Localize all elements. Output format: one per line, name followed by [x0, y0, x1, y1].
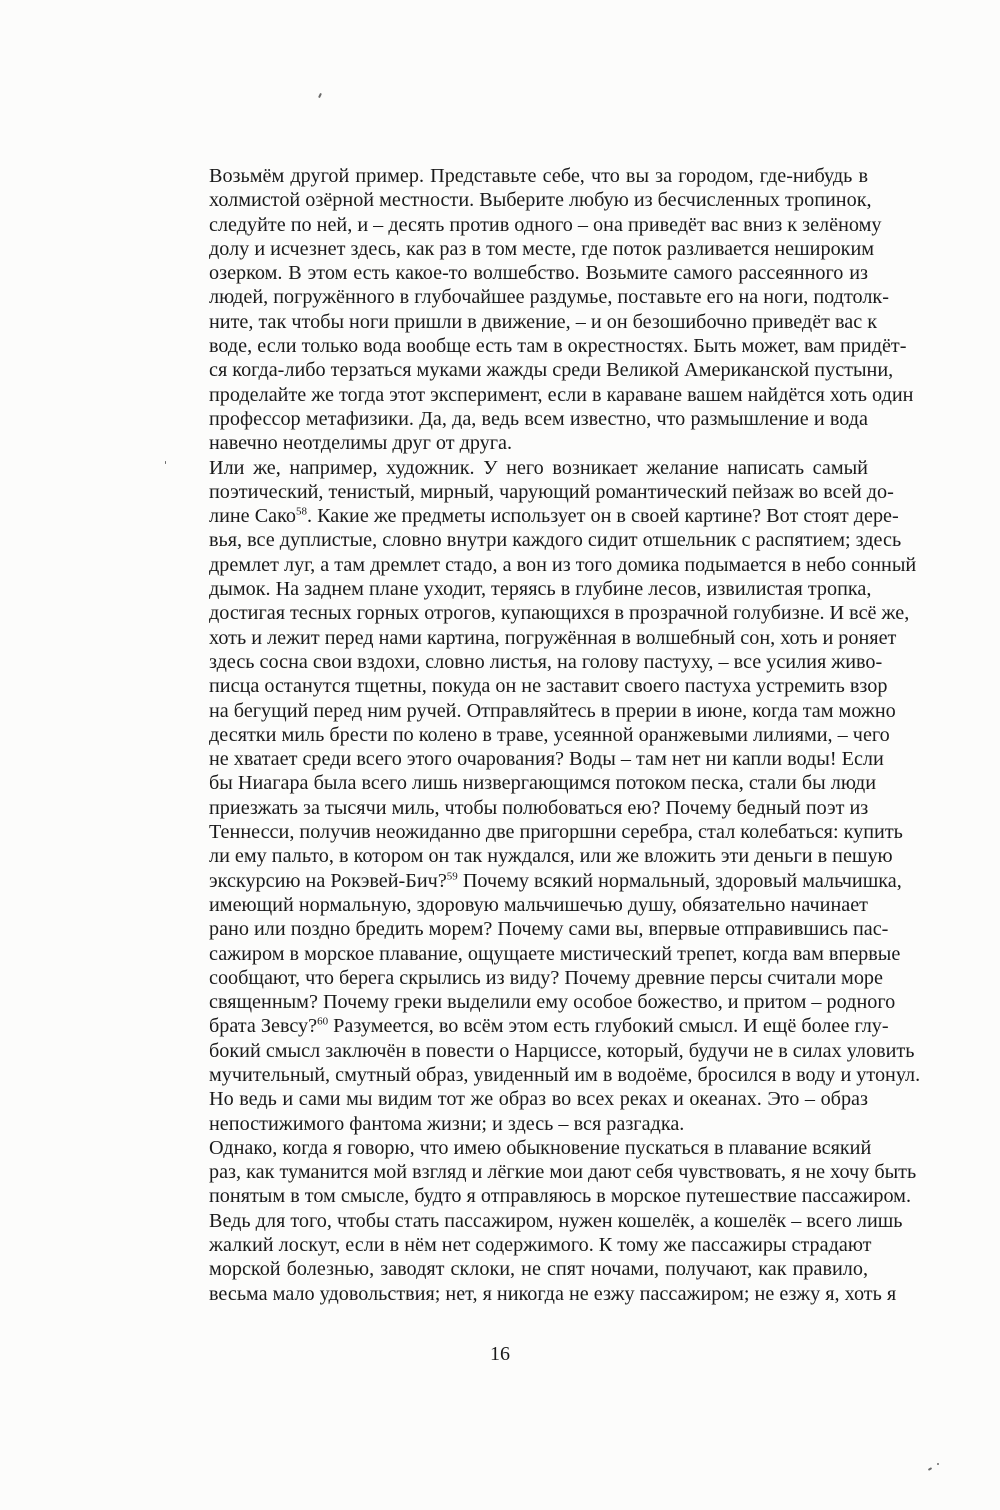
- text-line: приезжать за тысячи миль, чтобы полюбоваться ею? Почему бедный поэт из: [209, 796, 869, 819]
- text-line: десятки миль брести по колено в траве, усеянной оранжевыми лилиями, – чего: [209, 723, 890, 746]
- text-line: рано или поздно бредить морем? Почему сами вы, впервые отправившись пас-: [209, 918, 889, 941]
- text-line: озерком. В этом есть какое-то волшебство. Возьмите самого рассеянного из: [209, 262, 868, 285]
- text-line: морской болезнью, заводят склоки, не спят ночами, получают, как правило,: [209, 1258, 868, 1281]
- text-line: Или же, например, художник. У него возникает желание написать самый: [209, 456, 868, 479]
- text-line: следуйте по ней, и – десять против одного – она приведёт вас вниз к зелёному: [209, 213, 882, 236]
- text-line: сообщают, что берега скрылись из виду? Почему древние персы считали море: [209, 966, 883, 989]
- text-line: не хватает среди всего этого очарования? Воды – там нет ни капли воды! Если: [209, 748, 884, 771]
- text-line: Но ведь и сами мы видим тот же образ во всех реках и океанах. Это – образ: [209, 1088, 868, 1111]
- text-line: холмистой озёрной местности. Выберите любую из бесчисленных тропинок,: [209, 189, 872, 212]
- text-line: лине Сако$^{58}$. Какие же предметы использует он в своей картине? Вот стоят дере-: [209, 505, 899, 528]
- text-line: долу и исчезнет здесь, как раз в том месте, где поток разливается нешироким: [209, 237, 875, 260]
- text-line: бокий смысл заключён в повести о Нарциссе, который, будучи не в силах уловить: [209, 1039, 915, 1062]
- paragraph: [178, 456, 921, 1136]
- text-line: ли ему пальто, в котором он так нуждался, или же вложить эти деньги в пешую: [209, 845, 893, 868]
- text-line: навечно неотделимы друг от друга.: [209, 432, 513, 455]
- text-line: профессор метафизики. Да, да, ведь всем известно, что размышление и вода: [209, 407, 868, 430]
- text-line: мучительный, смутный образ, увиденный им в водоёме, бросился в воду и утонул.: [209, 1063, 921, 1086]
- scan-speck: [937, 1463, 939, 1465]
- text-line: бы Ниагара была всего лишь низвергающимся потоком песка, стали бы люди: [209, 772, 876, 795]
- text-line: священным? Почему греки выделили ему особое божество, и притом – родного: [209, 991, 896, 1014]
- text-line: воде, если только вода вообще есть там в окрестностях. Быть может, вам придёт-: [209, 335, 907, 358]
- footnote-ref: 58: [296, 505, 307, 518]
- text-line: ните, так чтобы ноги пришли в движение, – и он безошибочно приведёт вас к: [209, 310, 878, 333]
- text-line: Возьмём другой пример. Представьте себе, что вы за городом, где-нибудь в: [209, 165, 868, 187]
- page-number: 16: [490, 1343, 510, 1365]
- body-text: [178, 164, 921, 1306]
- text-line: поэтический, тенистый, мирный, чарующий романтический пейзаж во всей до-: [209, 480, 894, 503]
- text-line: имеющий нормальную, здоровую мальчишечью душу, обязательно начинает: [209, 893, 868, 916]
- text-line: Ведь для того, чтобы стать пассажиром, нужен кошелёк, а кошелёк – всего лишь: [209, 1209, 903, 1232]
- text-line: брата Зевсу?$^{60}$ Разумеется, во всём этом есть глубокий смысл. И ещё более глу-: [209, 1015, 889, 1038]
- text-line: достигая тесных горных отрогов, купающихся в прозрачной голубизне. И всё же,: [209, 602, 910, 625]
- text-line: здесь сосна свои вздохи, словно листья, на голову пастуху, – все усилия живо-: [209, 650, 883, 673]
- text-line: писца останутся тщетны, покуда он не заставит своего пастуха устремить взор: [209, 675, 888, 698]
- paragraph: [178, 164, 914, 456]
- text-line: людей, погружённого в глубочайшее раздумье, поставьте его на ноги, подтолк-: [209, 286, 889, 309]
- paragraph: [178, 1136, 917, 1306]
- text-line: дымок. На заднем плане уходит, теряясь в глубине лесов, извилистая тропка,: [209, 578, 872, 601]
- footnote-ref: 60: [317, 1015, 329, 1028]
- text-line: жалкий лоскут, если в нём нет содержимого. К тому же пассажиры страдают: [209, 1234, 872, 1257]
- text-line: Однако, когда я говорю, что имею обыкновение пускаться в плавание всякий: [209, 1136, 872, 1159]
- text-line: вья, все дуплистые, словно внутри каждого сидит отшельник с распятием; здесь: [209, 529, 902, 552]
- text-line: весьма мало удовольствия; нет, я никогда не езжу пассажиром; не езжу я, хоть я: [209, 1282, 897, 1305]
- text-line: на бегущий перед ним ручей. Отправляйтесь в прерии в июне, когда там можно: [209, 699, 896, 722]
- text-line: ся когда-либо терзаться муками жажды среди Великой Американской пустыни,: [209, 359, 894, 382]
- text-line: понятым в том смысле, будто я отправляюсь в морское путешествие пассажиром.: [209, 1185, 912, 1208]
- scan-speck: [928, 1467, 932, 1471]
- text-line: Теннесси, получив неожиданно две пригоршни серебра, стал колебаться: купить: [209, 821, 903, 844]
- footnote-ref: 59: [446, 869, 458, 882]
- text-line: сажиром в морское плавание, ощущаете мистический трепет, когда вам впервые: [209, 942, 901, 965]
- text-line: хоть и лежит перед нами картина, погружённая в волшебный сон, хоть и роняет: [209, 626, 897, 649]
- text-line: экскурсию на Рокэвей-Бич?$^{59}$ Почему всякий нормальный, здоровый мальчишка,: [209, 869, 902, 892]
- text-line: проделайте же тогда этот эксперимент, если в караване вашем найдётся хоть один: [209, 383, 914, 406]
- text-line: раз, как туманится мой взгляд и лёгкие мои дают себя чувствовать, я не хочу быть: [209, 1161, 917, 1184]
- text-line: непостижимого фантома жизни; и здесь – вся разгадка.: [209, 1112, 685, 1135]
- scan-speck: [318, 93, 322, 98]
- text-line: дремлет луг, а там дремлет стадо, а вон из того домика подымается в небо сонный: [209, 553, 917, 576]
- scan-speck: [165, 461, 166, 464]
